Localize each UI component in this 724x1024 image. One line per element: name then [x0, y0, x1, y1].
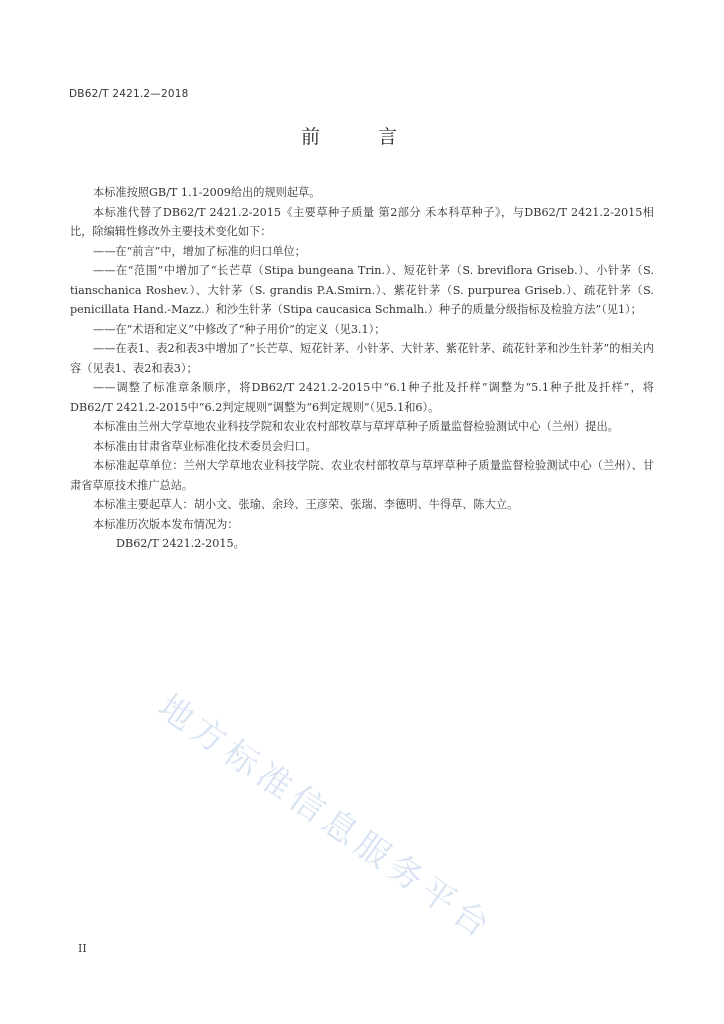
standard-code: DB62/T 2421.2—2018	[69, 88, 189, 100]
change-item-1: ——在“前言”中，增加了标准的归口单位；	[93, 244, 306, 258]
page-number: II	[78, 942, 87, 955]
watermark: 地方标准信息服务平台	[150, 686, 502, 949]
paragraph-drafters: 本标准主要起草人：胡小文、张瑜、余玲、王彦荣、张瑞、李德明、牛得草、陈大立。	[93, 498, 519, 511]
paragraph-replacement: 本标准代替了DB62/T 2421.2-2015《主要草种子质量 第2部分 禾本科草种子》，与DB62/T 2421.2-2015相比，除编辑性修改外主要技术变化如下：	[70, 205, 654, 238]
paragraph-history-label: 本标准历次版本发布情况为：	[93, 517, 239, 531]
paragraph-history-value: DB62/T 2421.2-2015。	[116, 537, 245, 550]
change-item-4: ——在表1、表2和表3中增加了“长芒草、短花针茅、小针茅、大针茅、紫花针茅、疏花针茅和沙生针茅”的相关内容（见表1、表2和表3）；	[70, 342, 654, 375]
paragraph-drafting-rule: 本标准按照GB/T 1.1-2009给出的规则起草。	[93, 186, 321, 199]
foreword-body	[70, 183, 654, 554]
paragraph-administration: 本标准由甘肃省草业标准化技术委员会归口。	[93, 439, 317, 453]
page-title: 前 言	[300, 126, 424, 148]
change-item-5: ——调整了标准章条顺序，将DB62/T 2421.2-2015中“6.1种子批及扦样”调整为“5.1种子批及扦样”，将DB62/T 2421.2-2015中“6.2判定规则”调整为“6判定规则”（见5.1和6）。	[70, 381, 654, 414]
paragraph-proposer: 本标准由兰州大学草地农业科技学院和农业农村部牧草与草坪草种子质量监督检验测试中心（兰州）提出。	[93, 420, 619, 433]
change-item-3: ——在“术语和定义”中修改了“种子用价”的定义（见3.1）；	[93, 322, 386, 336]
change-item-2: ——在“范围”中增加了“长芒草（Stipa bungeana Trin.）、短花针茅（S. breviflora Griseb.）、小针茅（S. tianschanica Roshev.）、大针茅（S. grandis P.A.Smirn.）、紫花针茅（S. purpurea Griseb.）、疏花针茅（S. penicillata Hand.-Mazz.）和沙生针茅（Stipa caucasica Schmalh.）种子的质量分级指标及检验方法”（见1）；	[70, 264, 654, 316]
paragraph-drafting-units: 本标准起草单位：兰州大学草地农业科技学院、农业农村部牧草与草坪草种子质量监督检验测试中心（兰州）、甘肃省草原技术推广总站。	[70, 459, 654, 492]
